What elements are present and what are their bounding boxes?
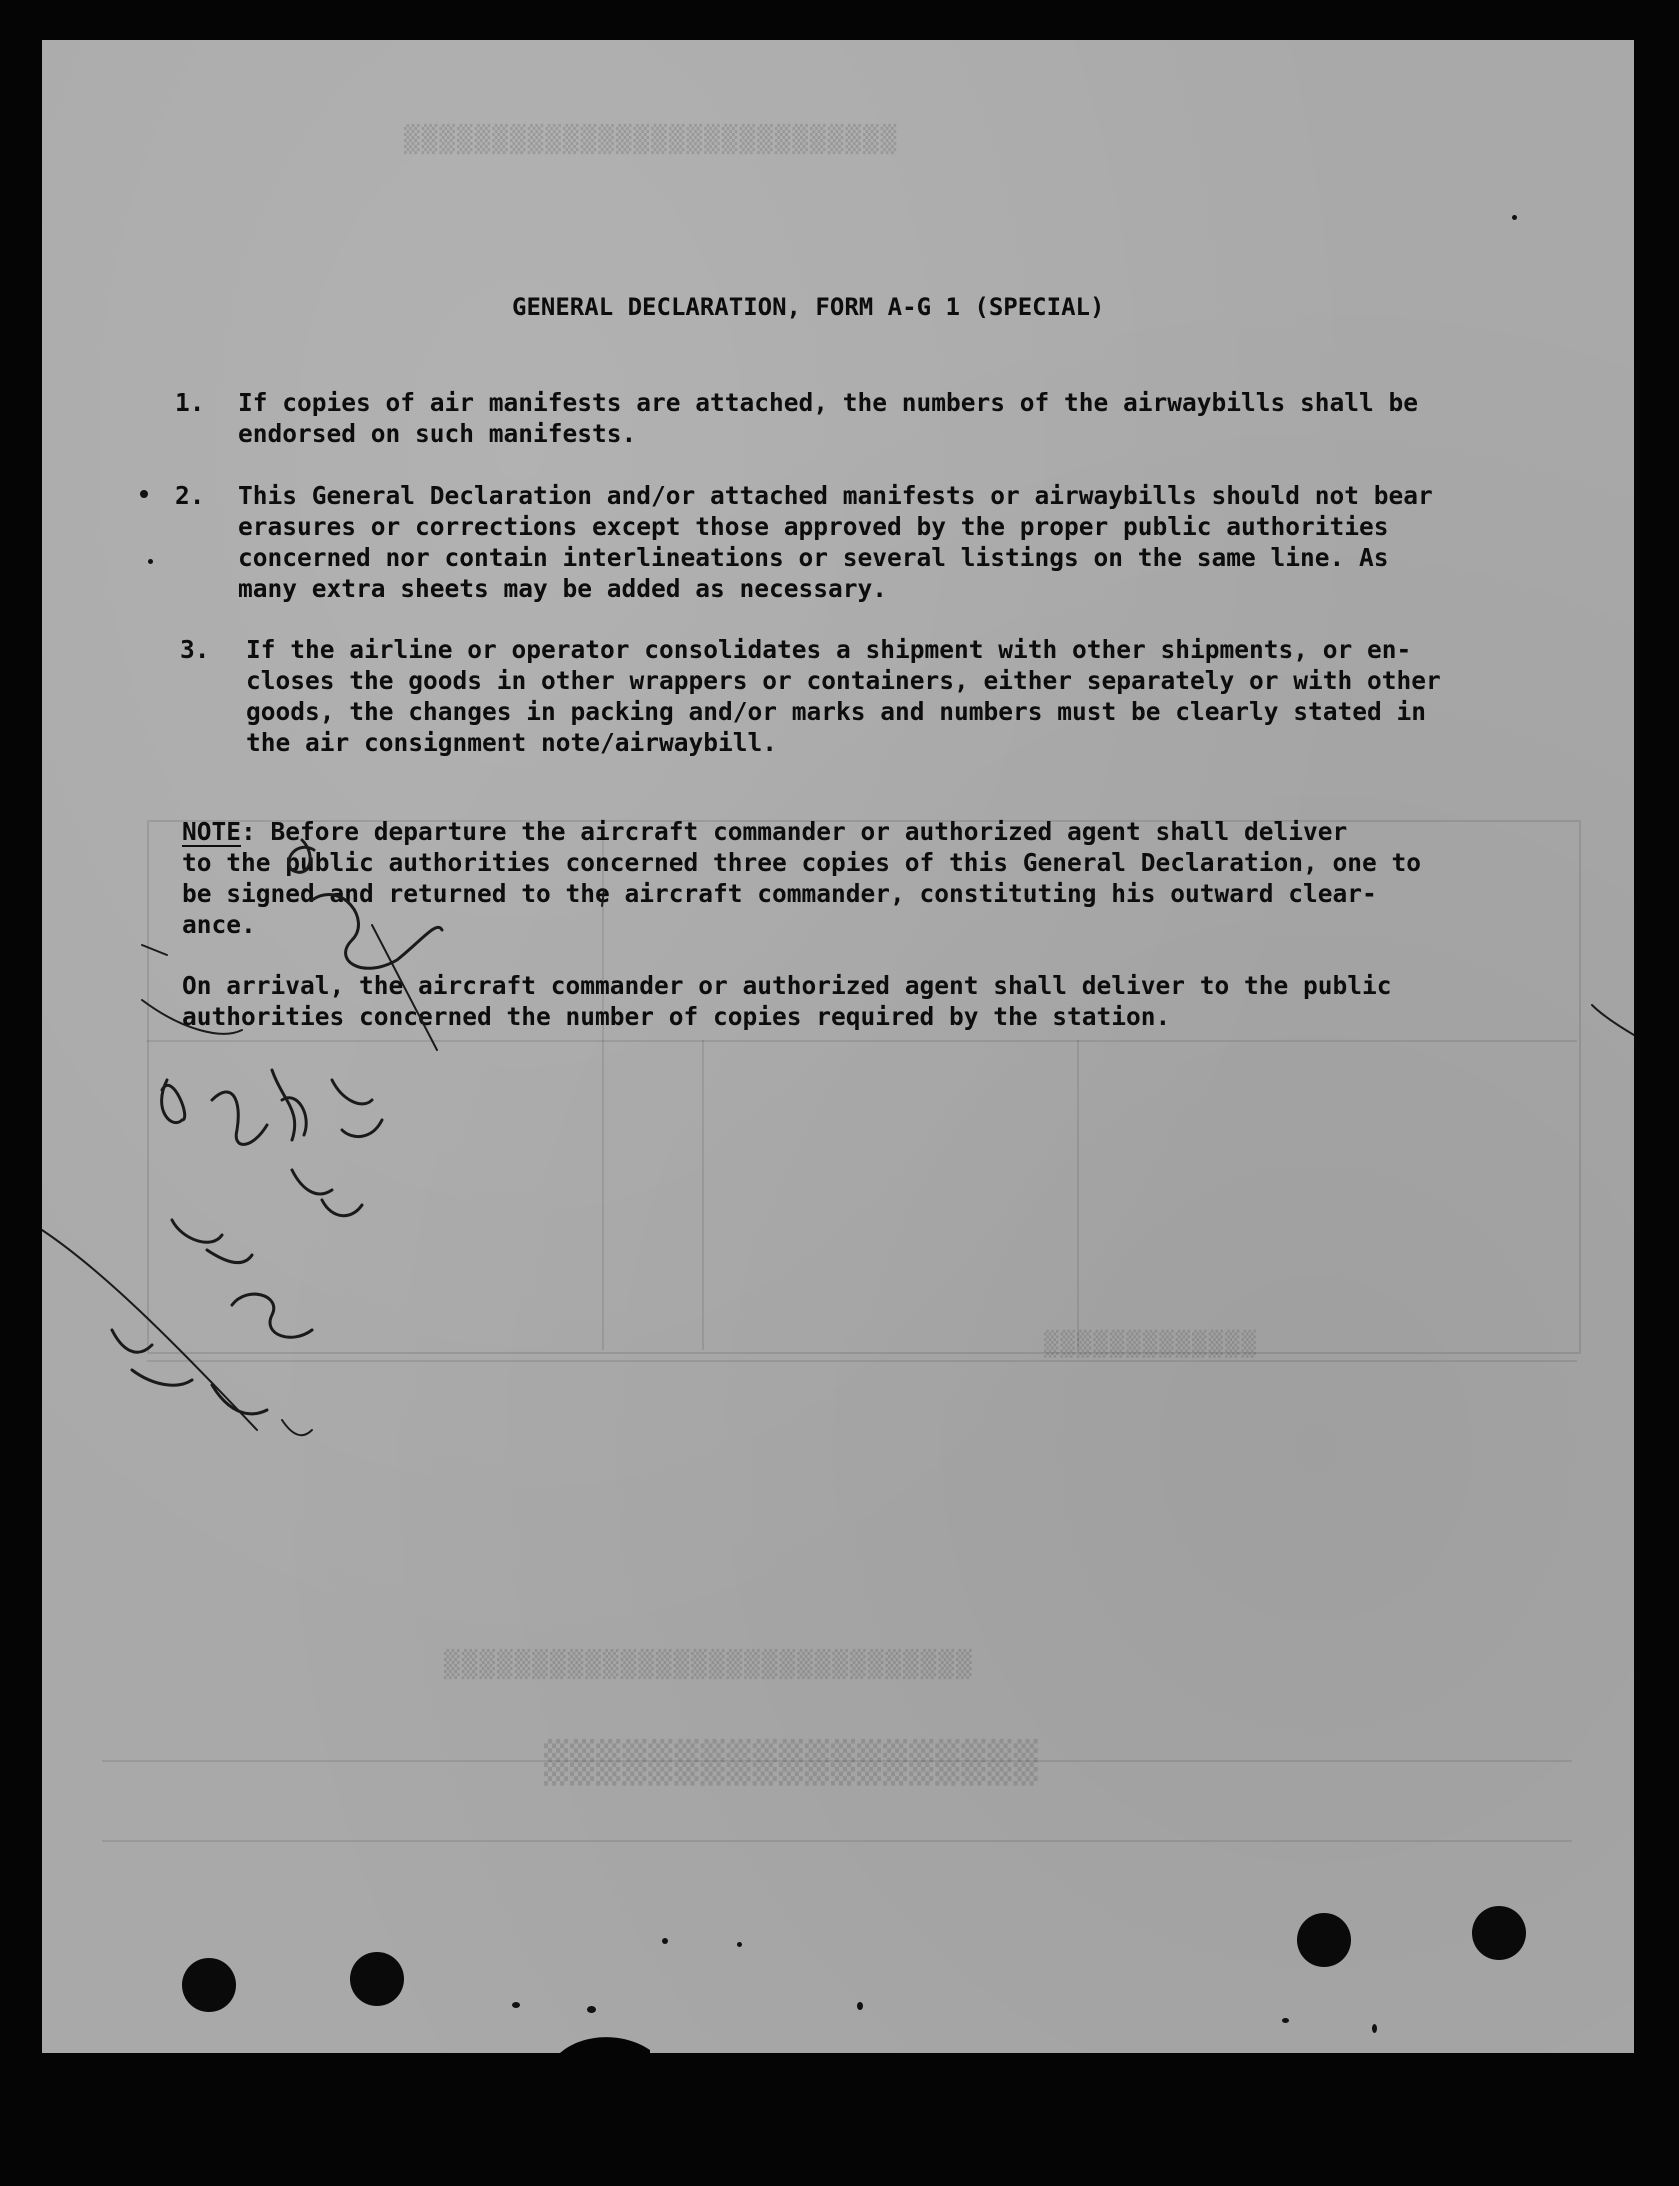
item-2-number: 2.: [175, 481, 205, 510]
item-1-number: 1.: [175, 388, 205, 417]
item-1-line-1: If copies of air manifests are attached, the numbers of the airwaybills shall be: [238, 388, 1419, 417]
bleed-through-text: ▒▒▒▒▒▒▒▒▒▒▒▒▒: [1042, 1330, 1256, 1358]
item-3-line-4: the air consignment note/airwaybill.: [246, 728, 778, 757]
note-label-colon: :: [241, 817, 271, 846]
item-2-line-1: This General Declaration and/or attached manifests or airwaybills should not bear: [238, 481, 1433, 510]
arrival-line-2: authorities concerned the number of copies required by the station.: [182, 1002, 1171, 1031]
arrival-line-1: On arrival, the aircraft commander or authorized agent shall deliver to the public: [182, 971, 1392, 1000]
item-3-line-1: If the airline or operator consolidates a shipment with other shipments, or en-: [246, 635, 1412, 664]
item-3-line-3: goods, the changes in packing and/or marks and numbers must be clearly stated in: [246, 697, 1427, 726]
note-line-3: be signed and returned to the aircraft commander, constituting his outward clear-: [182, 879, 1377, 908]
note-line-1-text: Before departure the aircraft commander or authorized agent shall deliver: [270, 817, 1348, 846]
item-2-line-4: many extra sheets may be added as necessary.: [238, 574, 888, 603]
item-3-number: 3.: [180, 635, 210, 664]
document-title: GENERAL DECLARATION, FORM A-G 1 (SPECIAL): [512, 293, 1105, 321]
item-2-line-3: concerned nor contain interlineations or several listings on the same line. As: [238, 543, 1389, 572]
item-3-line-2: closes the goods in other wrappers or containers, either separately or with other: [246, 666, 1441, 695]
note-line-2: to the public authorities concerned three copies of this General Declaration, one to: [182, 848, 1422, 877]
bleed-through-text: ▒▒▒▒▒▒▒▒▒▒▒▒▒▒▒▒▒▒▒▒▒▒▒▒▒▒▒▒: [402, 125, 897, 155]
note-label: NOTE: [182, 817, 242, 846]
bleed-through-heading: ▒▒▒▒▒▒▒▒▒▒▒▒▒▒▒▒▒▒▒: [542, 1740, 1038, 1786]
item-2-line-2: erasures or corrections except those approved by the proper public authorities: [238, 512, 1389, 541]
item-1-line-2: endorsed on such manifests.: [238, 419, 637, 448]
note-line-4: ance.: [182, 910, 256, 939]
bleed-through-text: ▒▒▒▒▒▒▒▒▒▒▒▒▒▒▒▒▒▒▒▒▒▒▒▒▒▒▒▒▒▒: [442, 1650, 972, 1680]
